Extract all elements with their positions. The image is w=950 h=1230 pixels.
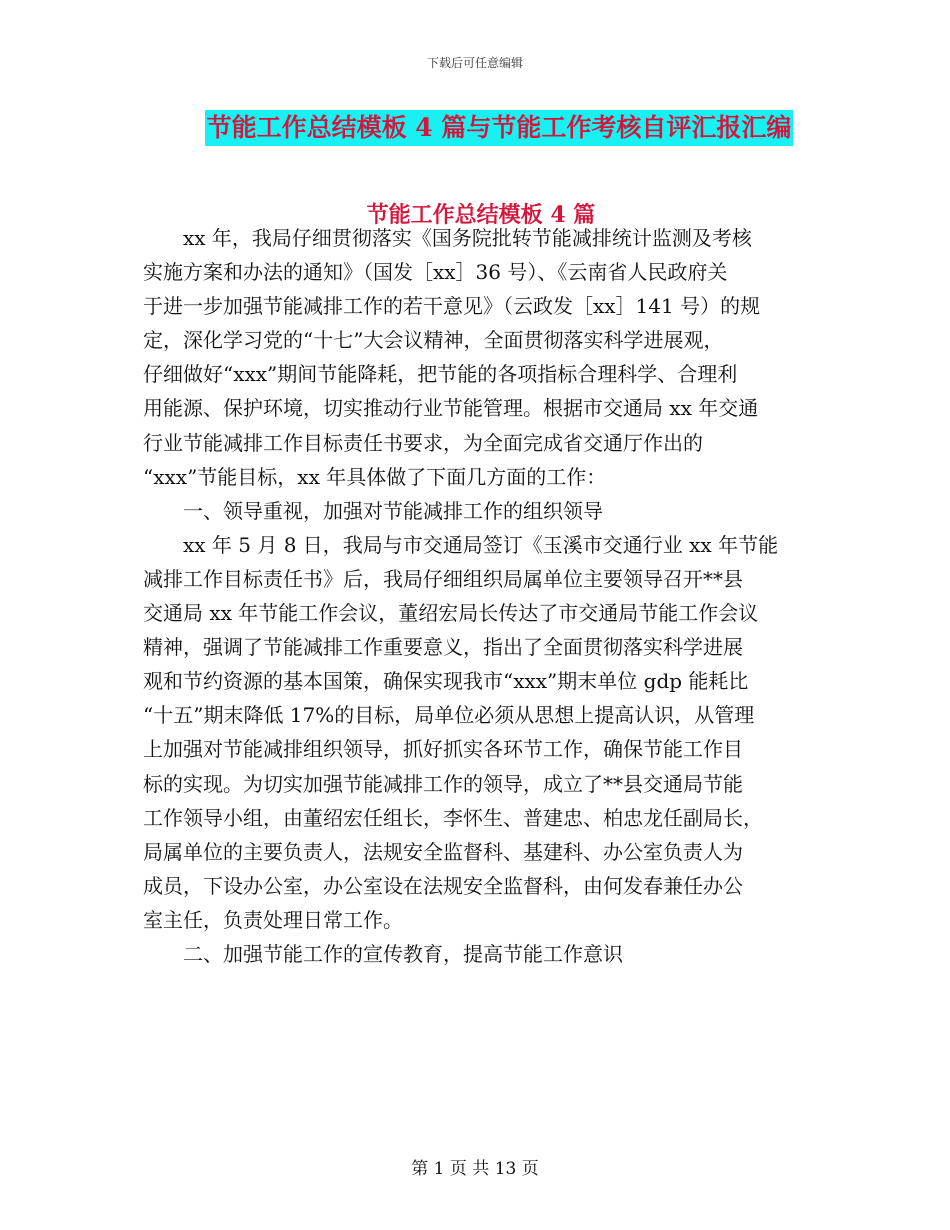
body-line: 仔细做好“xxx”期间节能降耗，把节能的各项指标合理科学、合理利 — [143, 362, 738, 387]
document-title-wrap — [0, 110, 950, 146]
body-line: 精神，强调了节能减排工作重要意义，指出了全面贯彻落实科学进展 — [143, 635, 743, 660]
body-line: 二、加强节能工作的宣传教育，提高节能工作意识 — [143, 941, 623, 966]
body-line: 于进一步加强节能减排工作的若干意见》（云政发［xx］141 号）的规 — [143, 294, 761, 319]
body-line: 一、领导重视，加强对节能减排工作的组织领导 — [143, 498, 603, 523]
body-line: 定，深化学习党的“十七”大会议精神，全面贯彻落实科学进展观， — [143, 328, 724, 353]
body-line: 上加强对节能减排组织领导，抓好抓实各环节工作，确保节能工作目 — [143, 737, 743, 762]
header-note: 下载后可任意编辑 — [426, 56, 523, 70]
body-line: xx 年，我局仔细贯彻落实《国务院批转节能减排统计监测及考核 — [143, 226, 752, 250]
body-line: 局属单位的主要负责人，法规安全监督科、基建科、办公室负责人为 — [143, 839, 743, 864]
body-line: 交通局 xx 年节能工作会议，董绍宏局长传达了市交通局节能工作会议 — [143, 601, 759, 626]
body-line: 标的实现。为切实加强节能减排工作的领导，成立了**县交通局节能 — [143, 771, 743, 796]
body-line: 观和节约资源的基本国策，确保实现我市“xxx”期末单位 gdp 能耗比 — [143, 669, 749, 694]
page-footer: 第 1 页 共 13 页 — [411, 1159, 539, 1179]
body-line: 室主任，负责处理日常工作。 — [143, 907, 403, 932]
body-text — [143, 221, 809, 971]
body-line: 实施方案和办法的通知》（国发［xx］36 号）、《云南省人民政府关 — [143, 260, 728, 285]
body-line: 减排工作目标责任书》后，我局仔细组织局属单位主要领导召开**县 — [143, 566, 743, 591]
body-line: 工作领导小组，由董绍宏任组长，李怀生、普建忠、柏忠龙任副局长， — [143, 805, 763, 830]
body-line: 行业节能减排工作目标责任书要求，为全面完成省交通厅作出的 — [143, 430, 703, 455]
body-line: 成员，下设办公室，办公室设在法规安全监督科，由何发春兼任办公 — [143, 873, 743, 898]
body-line: xx 年 5 月 8 日，我局与市交通局签订《玉溪市交通行业 xx 年节能 — [143, 532, 779, 557]
section-title: 节能工作总结模板 4 篇 — [366, 202, 596, 228]
body-line: 用能源、保护环境，切实推动行业节能管理。根据市交通局 xx 年交通 — [143, 396, 759, 421]
body-line: “xxx”节能目标，xx 年具体做了下面几方面的工作： — [143, 464, 607, 489]
body-line: “十五”期末降低 17%的目标，局单位必须从思想上提高认识，从管理 — [143, 703, 755, 728]
document-title: 节能工作总结模板 4 篇与节能工作考核自评汇报汇编 — [205, 110, 794, 146]
